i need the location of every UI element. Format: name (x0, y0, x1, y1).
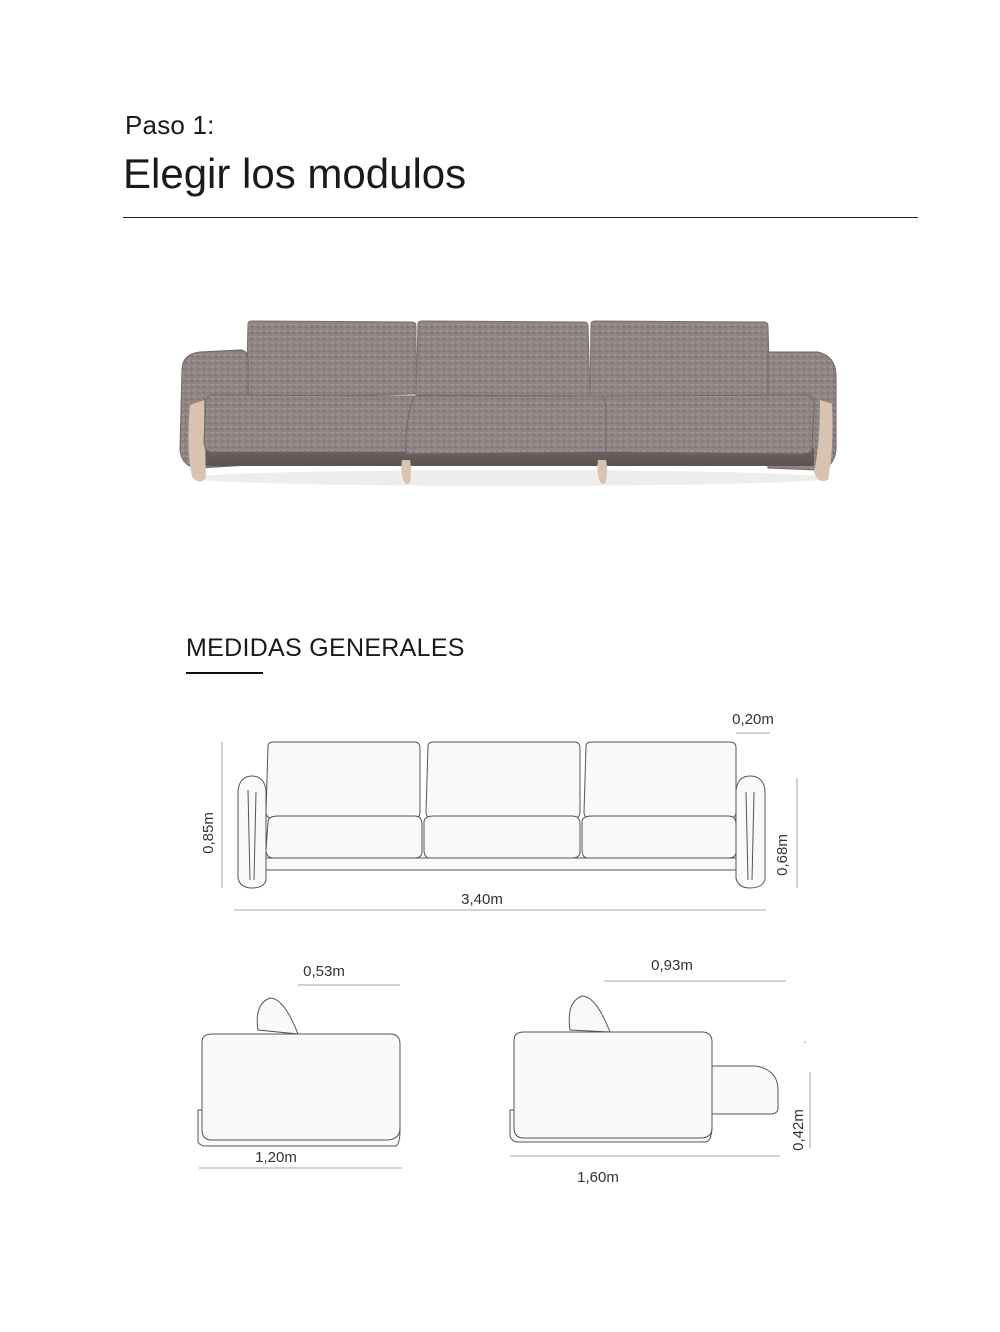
step-label: Paso 1: (125, 110, 215, 140)
side-view-drawing (198, 998, 400, 1146)
section-title: MEDIDAS GENERALES (186, 634, 465, 662)
page-title: Elegir los modulos (123, 150, 467, 197)
front-view-drawing (238, 742, 765, 888)
dim-arm-height: 0,68m (774, 834, 791, 876)
dim-extended-depth: 0,93m (651, 957, 693, 974)
dim-arm-width: 0,20m (732, 711, 774, 728)
side-view-extended-drawing (510, 996, 778, 1142)
dim-seat-height: 0,42m (790, 1109, 807, 1151)
dim-back-depth: 0,53m (303, 963, 345, 980)
dim-total-height: 0,85m (200, 812, 217, 854)
dim-depth-right: 1,60m (577, 1169, 619, 1186)
dim-total-width: 3,40m (461, 891, 503, 908)
dim-depth-left: 1,20m (255, 1149, 297, 1166)
